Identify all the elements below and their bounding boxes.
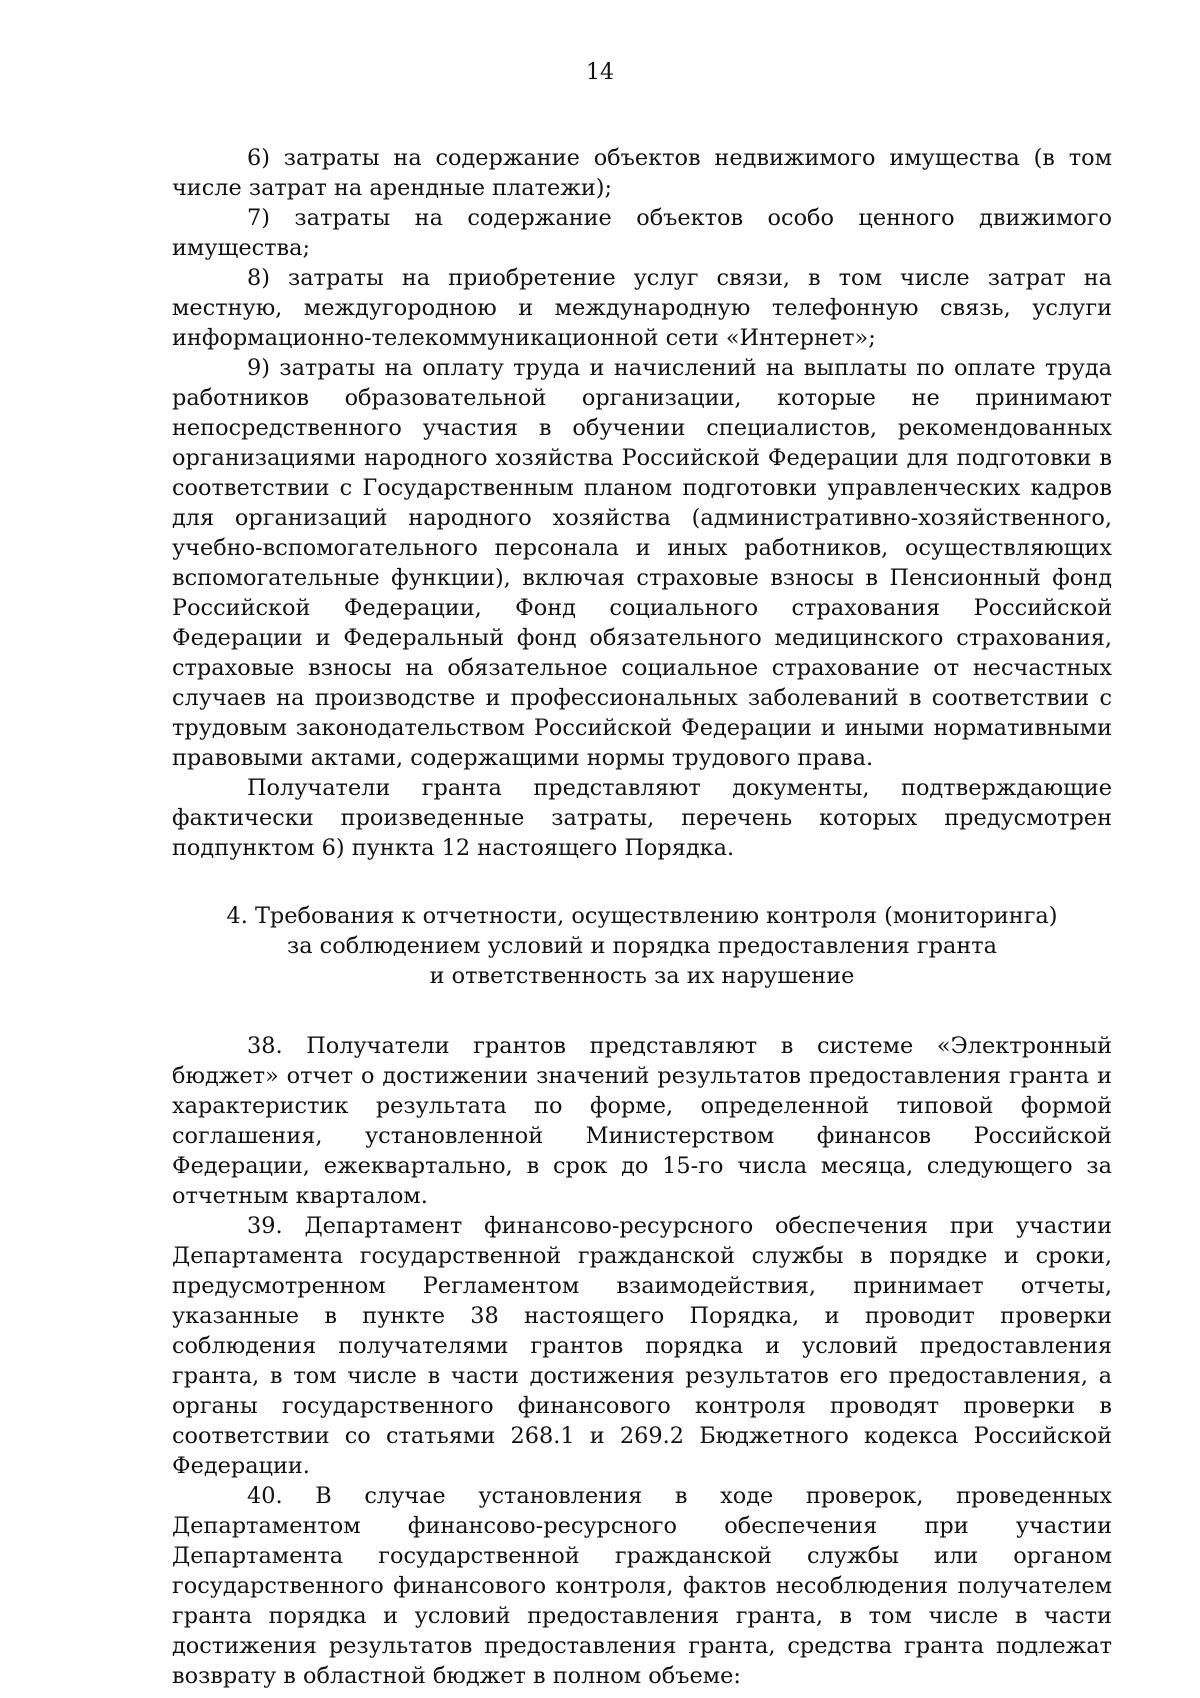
paragraph-grant-documents: Получатели гранта представляют документы, подтверждающие фактически произведенные затраты, перечень которых предусмотрен подпунктом 6) пункта 12 настоящего Порядка. [172,775,1112,861]
paragraph-39: 39. Департамент финансово-ресурсного обеспечения при участии Департамента государственной гражданской службы в порядке и сроки, предусмотренном Регламентом взаимодействия, принимает отчеты, указанные в пункте 38 настоящего Порядка, и проводит проверки соблюдения получателями грантов порядка и условий предоставления гранта, в том числе в части достижения результатов его предоставления, а органы государственного финансового контроля проводят проверки в соответствии со статьями 268.1 и 269.2 Бюджетного кодекса Российской Федерации. [172,1213,1112,1479]
section-heading-line-2: за соблюдением условий и порядка предоставления гранта [287,933,997,959]
paragraph-item-8: 8) затраты на приобретение услуг связи, в том числе затрат на местную, междугородною и международную телефонную связь, услуги информационно-телекоммуникационной сети «Интернет»; [172,265,1112,351]
paragraph-40: 40. В случае установления в ходе проверок, проведенных Департаментом финансово-ресурсного обеспечения при участии Департамента государственной гражданской службы или органом государственного финансового контроля, фактов несоблюдения получателем гранта порядка и условий предоставления гранта, в том числе в части достижения результатов предоставления гранта, средства гранта подлежат возврату в областной бюджет в полном объеме: [172,1483,1112,1689]
document-body [172,143,1112,1691]
paragraph-item-6: 6) затраты на содержание объектов недвижимого имущества (в том числе затрат на арендные платежи); [172,145,1112,201]
page-number: 14 [586,60,614,85]
paragraph-38: 38. Получатели грантов представляют в системе «Электронный бюджет» отчет о достижении значений результатов предоставления гранта и характеристик результата по форме, определенной типовой формой соглашения, установленной Министерством финансов Российской Федерации, ежеквартально, в срок до 15-го числа месяца, следующего за отчетным кварталом. [172,1033,1112,1209]
paragraph-item-9: 9) затраты на оплату труда и начислений на выплаты по оплате труда работников образовательной организации, которые не принимают непосредственного участия в обучении специалистов, рекомендованных организациями народного хозяйства Российской Федерации для подготовки в соответствии с Государственным планом подготовки управленческих кадров для организаций народного хозяйства (административно-хозяйственного, учебно-вспомогательного персонала и иных работников, осуществляющих вспомогательные функции), включая страховые взносы в Пенсионный фонд Российской Федерации, Фонд социального страхования Российской Федерации и Федеральный фонд обязательного медицинского страхования, страховые взносы на обязательное социальное страхование от несчастных случаев на производстве и профессиональных заболеваний в соответствии с трудовым законодательством Российской Федерации и иными нормативными правовыми актами, содержащими нормы трудового права. [172,355,1112,771]
paragraph-item-7: 7) затраты на содержание объектов особо ценного движимого имущества; [172,205,1112,261]
section-heading-line-1: 4. Требования к отчетности, осуществлению контроля (мониторинга) [226,903,1058,929]
section-heading-line-3: и ответственность за их нарушение [429,963,855,989]
section-heading [172,901,1112,991]
